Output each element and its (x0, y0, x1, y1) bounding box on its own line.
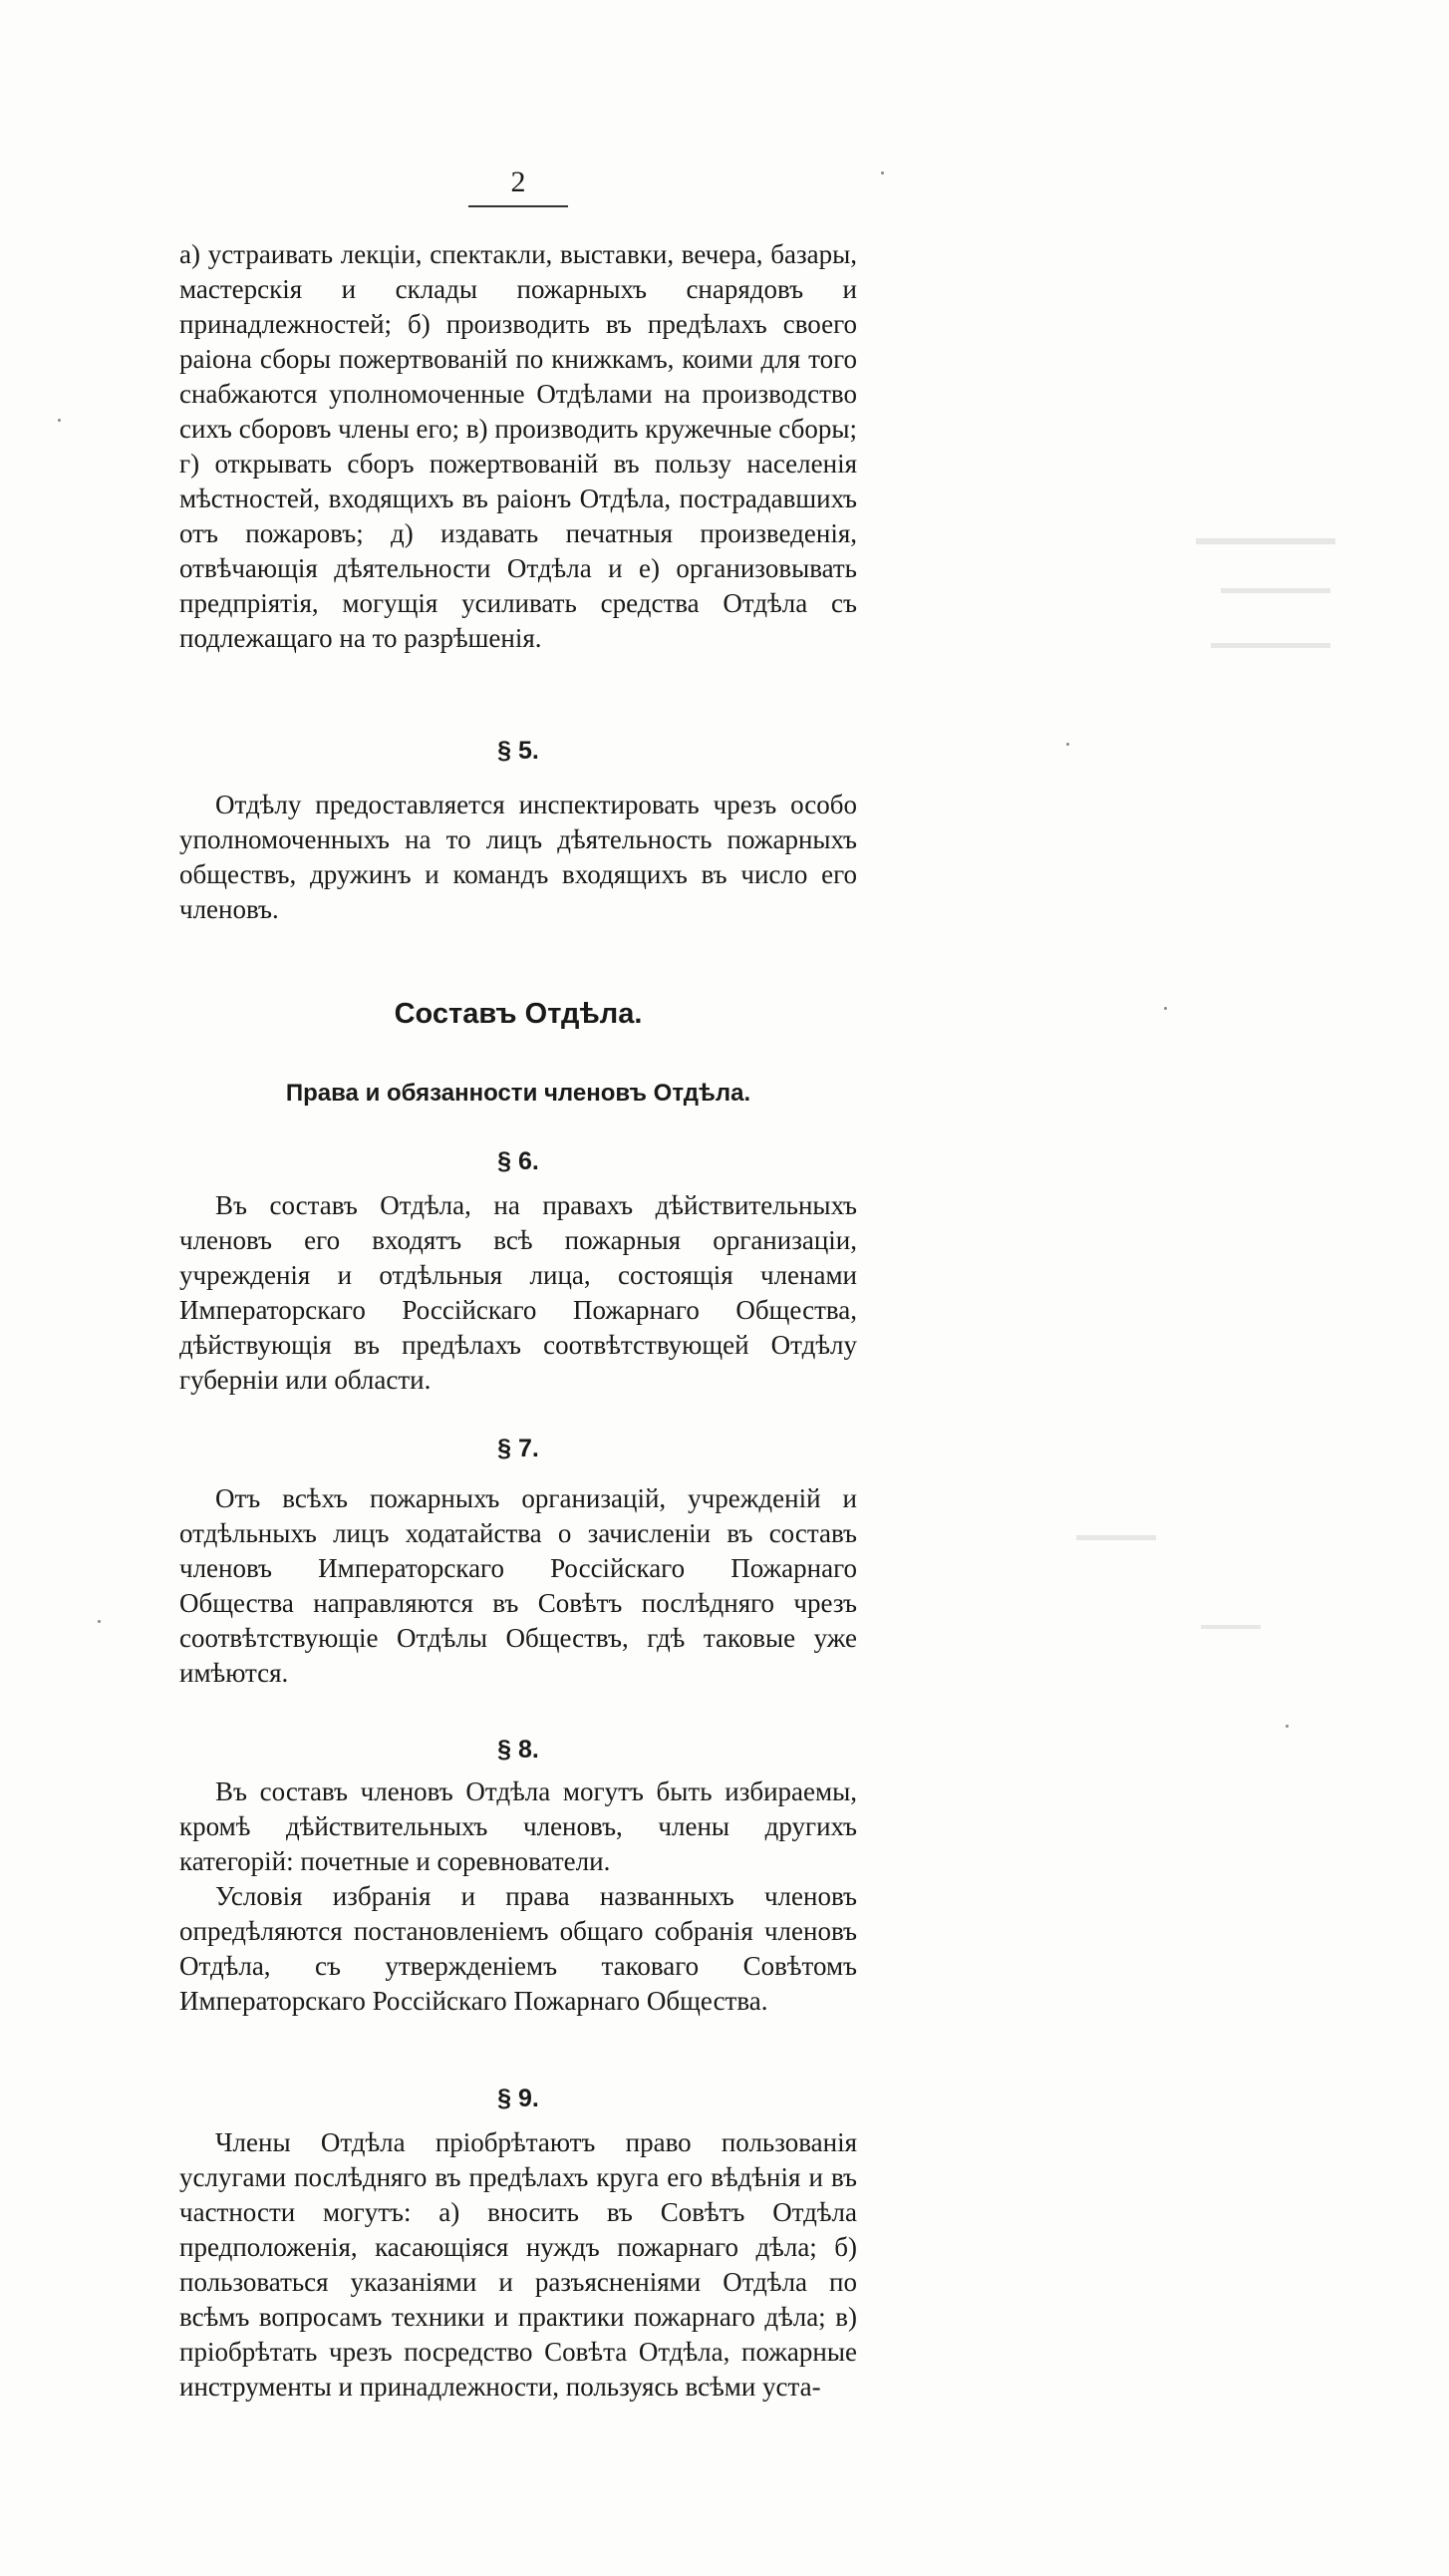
paragraph: Члены Отдѣла пріобрѣтаютъ право пользованія услугами послѣдняго въ предѣлахъ круга его вѣдѣнія и въ частности могутъ: а) вносить въ Совѣтъ Отдѣла предположенія, касающіяся нуждъ пожарнаго дѣла; б) пользоваться указаніями и разъясненіями Отдѣла по всѣмъ вопросамъ техники и практики пожарнаго дѣла; в) пріобрѣтать чрезъ посредство Совѣта Отдѣла, пожарные инструменты и принадлежности, пользуясь всѣми уста- (179, 2127, 857, 2402)
show-through-mark (1201, 1625, 1261, 1629)
section-6-heading: § 6. (497, 1147, 539, 1175)
page-number: 2 (510, 165, 526, 198)
section-6-body (179, 1188, 857, 1398)
section-9-body (179, 2125, 857, 2405)
section-8-heading: § 8. (497, 1736, 539, 1764)
scan-speck (58, 419, 61, 422)
show-through-mark (1076, 1535, 1156, 1540)
scan-speck (1286, 1725, 1289, 1728)
section-8-body (179, 1774, 857, 2019)
scan-speck (98, 1620, 101, 1623)
paragraph: Отъ всѣхъ пожарныхъ организацій, учрежденій и отдѣльныхъ лицъ ходатайства о зачисленіи въ составъ членовъ Императорскаго Россійскаго Пожарнаго Общества направляются въ Совѣтъ послѣдняго чрезъ соотвѣтствующіе Отдѣлы Обществъ, гдѣ таковые уже имѣются. (179, 1483, 857, 1688)
section-5-body (179, 788, 857, 927)
show-through-mark (1221, 588, 1330, 593)
paragraph: Условія избранія и права названныхъ членовъ опредѣляются постановленіемъ общаго собранія членовъ Отдѣла, съ утвержденіемъ таковаго Совѣтомъ Императорскаго Россійскаго Пожарнаго Общества. (179, 1881, 857, 2016)
paragraph: Отдѣлу предоставляется инспектировать чрезъ особо уполномоченныхъ на то лицъ дѣятельность пожарныхъ обществъ, дружинъ и командъ входящихъ въ число его членовъ. (179, 790, 857, 924)
section-5-heading: § 5. (497, 737, 539, 765)
composition-title: Составъ Отдѣла. (394, 998, 643, 1030)
scan-speck (1164, 1007, 1167, 1010)
section-4-continuation (179, 237, 857, 656)
section-9-heading: § 9. (497, 2085, 539, 2112)
page-number-rule (468, 205, 568, 207)
section-7-body (179, 1481, 857, 1691)
rights-subtitle: Права и обязанности членовъ Отдѣла. (285, 1080, 751, 1107)
show-through-mark (1196, 538, 1335, 544)
scan-speck (1066, 743, 1069, 746)
show-through-mark (1211, 643, 1330, 648)
paragraph: а) устраивать лекціи, спектакли, выставки, вечера, базары, мастерскія и склады пожарныхъ снарядовъ и принадлежностей; б) производить въ предѣлахъ своего раіона сборы пожертвованій по книжкамъ, коими для того снабжаются уполномоченные Отдѣлами на производство сихъ сборовъ члены его; в) производить кружечные сборы; г) открывать сборъ пожертвованій въ пользу населенія мѣстностей, входящихъ въ раіонъ Отдѣла, пострадавшихъ отъ пожаровъ; д) издавать печатныя произведенія, отвѣчающія дѣятельности Отдѣла и е) организовывать предпріятія, могущія усиливать средства Отдѣла съ подлежащаго на то разрѣшенія. (179, 239, 857, 653)
paragraph: Въ составъ Отдѣла, на правахъ дѣйствительныхъ членовъ его входятъ всѣ пожарныя организаціи, учрежденія и отдѣльныя лица, состоящія членами Императорскаго Россійскаго Пожарнаго Общества, дѣйствующія въ предѣлахъ соотвѣтствующей Отдѣлу губерніи или области. (179, 1190, 857, 1395)
section-7-heading: § 7. (497, 1435, 539, 1462)
paragraph: Въ составъ членовъ Отдѣла могутъ быть избираемы, кромѣ дѣйствительныхъ членовъ, члены другихъ категорій: почетные и соревнователи. (179, 1776, 857, 1876)
scan-speck (881, 171, 884, 174)
